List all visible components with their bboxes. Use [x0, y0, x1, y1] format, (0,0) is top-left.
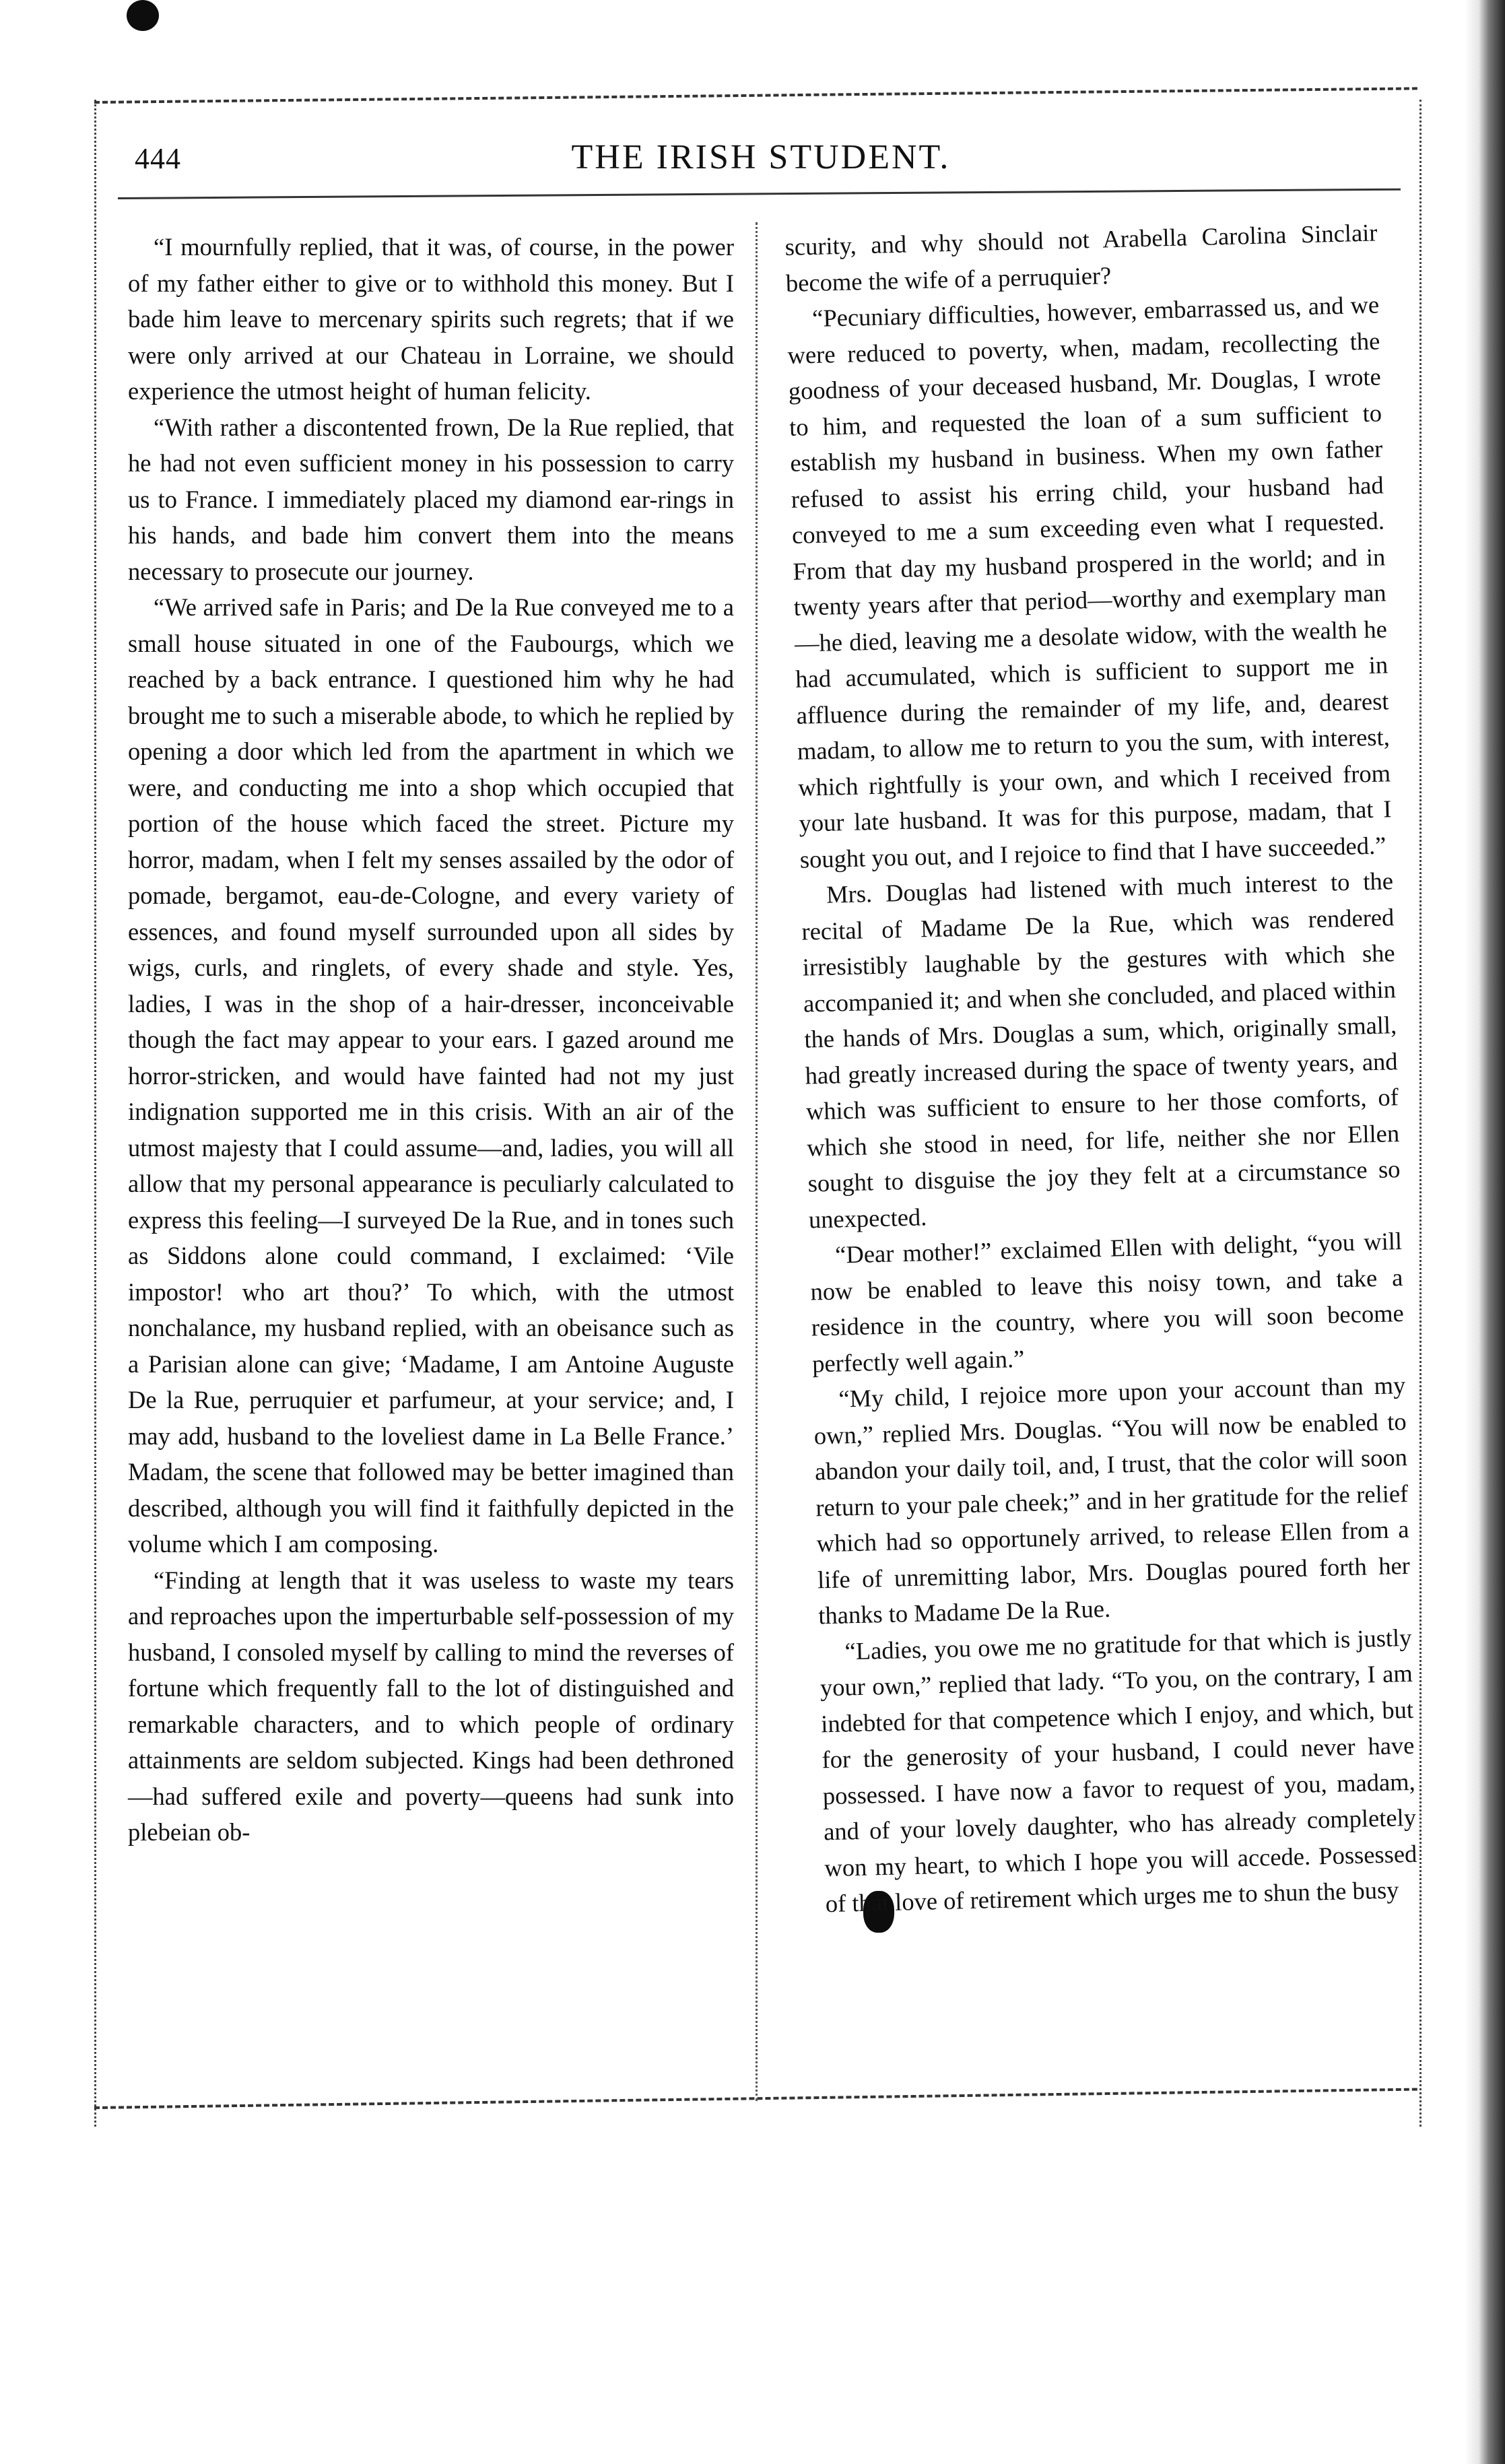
- column-divider: [756, 222, 758, 2101]
- paragraph: “Finding at length that it was useless to waste my tears and reproaches upon the imperturbable self-possession of my husband, I consoled myself by calling to mind the reverses of fortune which frequently fall to the lot of distinguished and remarkable characters, and to which people of ordinary attainments are seldom subjected. Kings had been dethroned—had suffered exile and poverty—queens had sunk into plebeian ob-: [128, 1566, 734, 1846]
- ink-blot-top: [127, 0, 159, 31]
- running-title: THE IRISH STUDENT.: [571, 138, 951, 176]
- left-column: [128, 229, 734, 1851]
- paragraph: “Ladies, you owe me no gratitude for that which is justly your own,” replied that lady. “To you, on the contrary, I am indebted for that competence which I enjoy, and which, but for the generosity of your husband, I could never have possessed. I have now a favor to request of you, madam, and of your lovely daughter, who has already completely won my heart, to which I hope you will accede. Possessed of that love of retirement which urges me to shun the busy: [820, 1623, 1417, 1918]
- running-header: [121, 135, 1401, 189]
- paragraph: “We arrived safe in Paris; and De la Rue conveyed me to a small house situated in one of the Faubourgs, which we reached by a back entrance. I questioned him why he had brought me to such a miserable abode, to which he replied by opening a door which led from the apartment in which we were, and conducting me into a shop which occupied that portion of the house which faced the street. Picture my horror, madam, when I felt my senses assailed by the odor of pomade, bergamot, eau-de-Cologne, and every variety of essences, and found myself surrounded upon all sides by wigs, curls, and ringlets, of every shade and style. Yes, ladies, I was in the shop of a hair-dresser, inconceivable though the fact may appear to your ears. I gazed around me horror-stricken, and would have fainted had not my just indignation supported me in this crisis. With an air of the utmost majesty that I could assume—and, ladies, you will all allow that my personal appearance is peculiarly calculated to express this feeling—I surveyed De la Rue, and in tones such as Siddons alone could command, I exclaimed: ‘Vile impostor! who art thou?’ To which, with the utmost nonchalance, my husband replied, with an obeisance such as a Parisian alone can give; ‘Madame, I am Antoine Auguste De la Rue, perruquier et parfumeur, at your service; and, I may add, husband to the loveliest dame in La Belle France.’ Madam, the scene that followed may be better imagined than described, although you will find it faithfully depicted in the volume which I am composing.: [128, 593, 734, 1558]
- paragraph: “Pecuniary difficulties, however, embarrassed us, and we were reduced to poverty, when, madam, recollecting the goodness of your deceased husband, Mr. Douglas, I wrote to him, and requested the loan of a sum sufficient to establish my husband in business. When my own father refused to assist his erring child, your husband had conveyed to me a sum exceeding even what I requested. From that day my husband prospered in the world; and in twenty years after that period—worthy and exemplary man—he died, leaving me a desolate widow, with the wealth he had accumulated, which is sufficient to support me in affluence during the remainder of my life, and, dearest madam, to allow me to return to you the sum, with interest, which rightfully is your own, and which I received from your late husband. It was for this purpose, madam, that I sought you out, and I rejoice to find that I have succeeded.”: [787, 290, 1392, 873]
- paragraph: “My child, I rejoice more upon your account than my own,” replied Mrs. Douglas. “You will now be enabled to abandon your daily toil, and, I trust, that the color will soon return to your pale cheek;” and in her gratitude for the relief which had so opportunely arrived, to release Ellen from a life of unremitting labor, Mrs. Douglas poured forth her thanks to Madame De la Rue.: [813, 1370, 1411, 1630]
- paragraph: “Dear mother!” exclaimed Ellen with delight, “you will now be enabled to leave this noisy town, and take a residence in the country, where you will soon become perfectly well again.”: [810, 1227, 1405, 1377]
- page-edge-shadow: [1465, 0, 1505, 2464]
- paragraph-continuation: scurity, and why should not Arabella Carolina Sinclair become the wife of a perruquier?: [784, 218, 1378, 297]
- page-number: 444: [135, 142, 181, 175]
- paragraph: “I mournfully replied, that it was, of course, in the power of my father either to give or to withhold this money. But I bade him leave to mercenary spirits such regrets; that if we were only arrived at our Chateau in Lorraine, we should experience the utmost height of human felicity.: [128, 233, 734, 405]
- paragraph: Mrs. Douglas had listened with much interest to the recital of Madame De la Rue, which was rendered irresistibly laughable by the gestures with which she accompanied it; and when she concluded, and placed within the hands of Mrs. Douglas a sum, which, originally small, had greatly increased during the space of twenty years, and which was sufficient to ensure to her those comforts, of which she stood in need, for life, neither she nor Ellen sought to disguise the joy they felt at a circumstance so unexpected.: [801, 867, 1401, 1234]
- paragraph: “With rather a discontented frown, De la Rue replied, that he had not even sufficient money in his possession to carry us to France. I immediately placed my diamond ear-rings in his hands, and bade him convert them into the means necessary to prosecute our journey.: [128, 413, 734, 585]
- right-column: [784, 214, 1418, 1921]
